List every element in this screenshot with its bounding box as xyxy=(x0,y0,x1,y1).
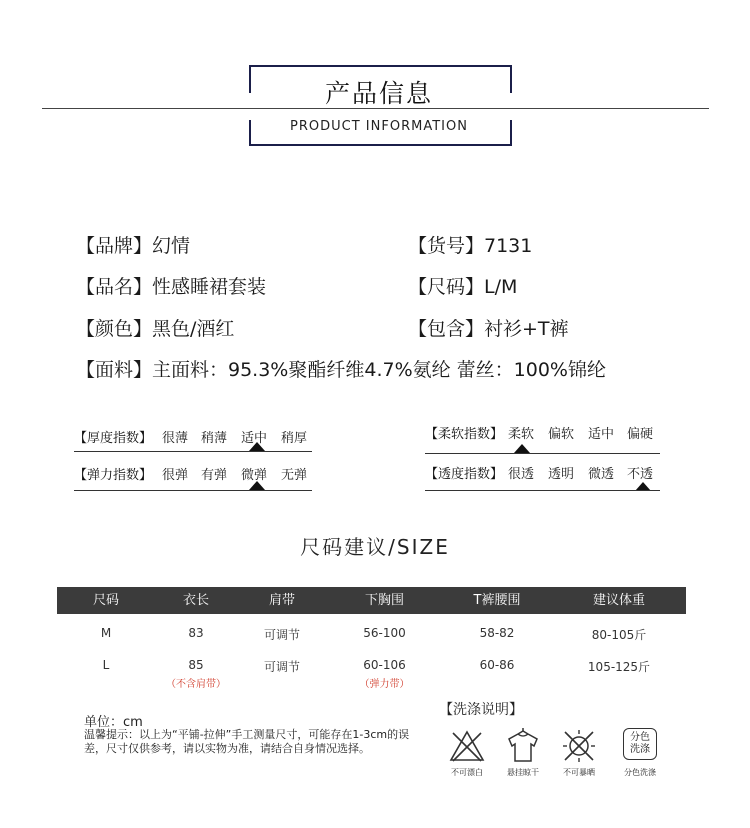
size-table-header xyxy=(57,587,686,614)
info-name: 【品名】性感睡裙套装 xyxy=(76,276,267,298)
section-subtitle: PRODUCT INFORMATION xyxy=(290,119,468,134)
thickness-bar xyxy=(74,451,312,452)
no-bleach-icon xyxy=(449,729,485,763)
thickness-option: 稍厚 xyxy=(281,431,308,446)
thickness-option: 适中 xyxy=(241,431,268,446)
col-length: 衣长 xyxy=(182,593,209,608)
info-fabric: 【面料】主面料：95.3%聚酯纤维4.7%氨纶 蕾丝：100%锦纶 xyxy=(76,359,606,381)
transparency-label: 【透度指数】 xyxy=(425,467,504,482)
elasticity-option: 微弹 xyxy=(241,468,268,483)
no-bleach-label: 不可漂白 xyxy=(451,768,483,777)
elasticity-option: 有弹 xyxy=(201,468,228,483)
elasticity-option: 很弹 xyxy=(162,468,189,483)
thickness-label: 【厚度指数】 xyxy=(74,431,153,446)
cell-strap: 可调节 xyxy=(263,628,300,642)
elasticity-option: 无弹 xyxy=(281,468,308,483)
transparency-option: 微透 xyxy=(588,467,615,482)
col-underbust: 下胸围 xyxy=(364,593,404,608)
length-note: （不含肩带） xyxy=(166,679,226,690)
col-weight: 建议体重 xyxy=(592,593,645,608)
info-size: 【尺码】L/M xyxy=(408,276,518,298)
cell-strap: 可调节 xyxy=(263,660,300,674)
cell-weight: 80-105斤 xyxy=(591,628,647,642)
softness-marker xyxy=(514,444,530,453)
cell-waist: 60-86 xyxy=(479,658,515,672)
softness-option: 适中 xyxy=(588,427,615,442)
cell-length: 83 xyxy=(188,626,204,640)
elasticity-bar xyxy=(74,490,312,491)
cell-length: 85 xyxy=(188,658,204,672)
elasticity-label: 【弹力指数】 xyxy=(74,468,153,483)
hang-dry-icon xyxy=(505,728,541,764)
cell-size: M xyxy=(100,626,112,640)
softness-option: 柔软 xyxy=(508,427,535,442)
info-item-no: 【货号】7131 xyxy=(408,235,533,257)
no-sun-label: 不可暴晒 xyxy=(563,768,595,777)
thickness-option: 稍薄 xyxy=(201,431,228,446)
wash-title: 【洗涤说明】 xyxy=(439,702,523,718)
info-color: 【颜色】黑色/酒红 xyxy=(76,318,235,340)
cell-waist: 58-82 xyxy=(479,626,515,640)
cell-underbust: 60-106 xyxy=(363,658,406,672)
cell-size: L xyxy=(102,658,110,672)
thickness-marker xyxy=(249,442,265,451)
cell-weight: 105-125斤 xyxy=(587,660,651,674)
size-title: 尺码建议/SIZE xyxy=(300,535,450,559)
transparency-option: 透明 xyxy=(548,467,575,482)
transparency-option: 很透 xyxy=(508,467,535,482)
section-title: 产品信息 xyxy=(324,79,433,108)
col-size: 尺码 xyxy=(92,593,119,608)
transparency-bar xyxy=(425,490,660,491)
info-brand: 【品牌】幻情 xyxy=(76,235,191,257)
softness-option: 偏软 xyxy=(548,427,575,442)
col-strap: 肩带 xyxy=(268,593,295,608)
softness-label: 【柔软指数】 xyxy=(425,427,504,442)
cell-underbust: 56-100 xyxy=(363,626,406,640)
hang-dry-label: 悬挂晾干 xyxy=(507,768,539,777)
unit-label: 单位：cm xyxy=(84,715,143,730)
wash-separately-label: 分色洗涤 xyxy=(624,768,656,777)
no-sun-icon xyxy=(560,728,598,764)
softness-bar xyxy=(425,453,660,454)
bust-note: （弹力带） xyxy=(359,679,410,690)
wash-separately-icon xyxy=(623,728,657,760)
thickness-option: 很薄 xyxy=(162,431,189,446)
measurement-tip: 温馨提示：以上为“平铺-拉伸”手工测量尺寸，可能存在1-3cm的误差，尺寸仅供参考，请以实物为准，请结合自身情况选择。 xyxy=(84,728,410,755)
transparency-option: 不透 xyxy=(627,467,654,482)
wash-separately-glyph: 分色 洗涤 xyxy=(630,732,650,755)
elasticity-marker xyxy=(249,481,265,490)
info-includes: 【包含】衬衫+T裤 xyxy=(408,318,569,340)
softness-option: 偏硬 xyxy=(627,427,654,442)
col-waist: T裤腰围 xyxy=(473,593,521,608)
